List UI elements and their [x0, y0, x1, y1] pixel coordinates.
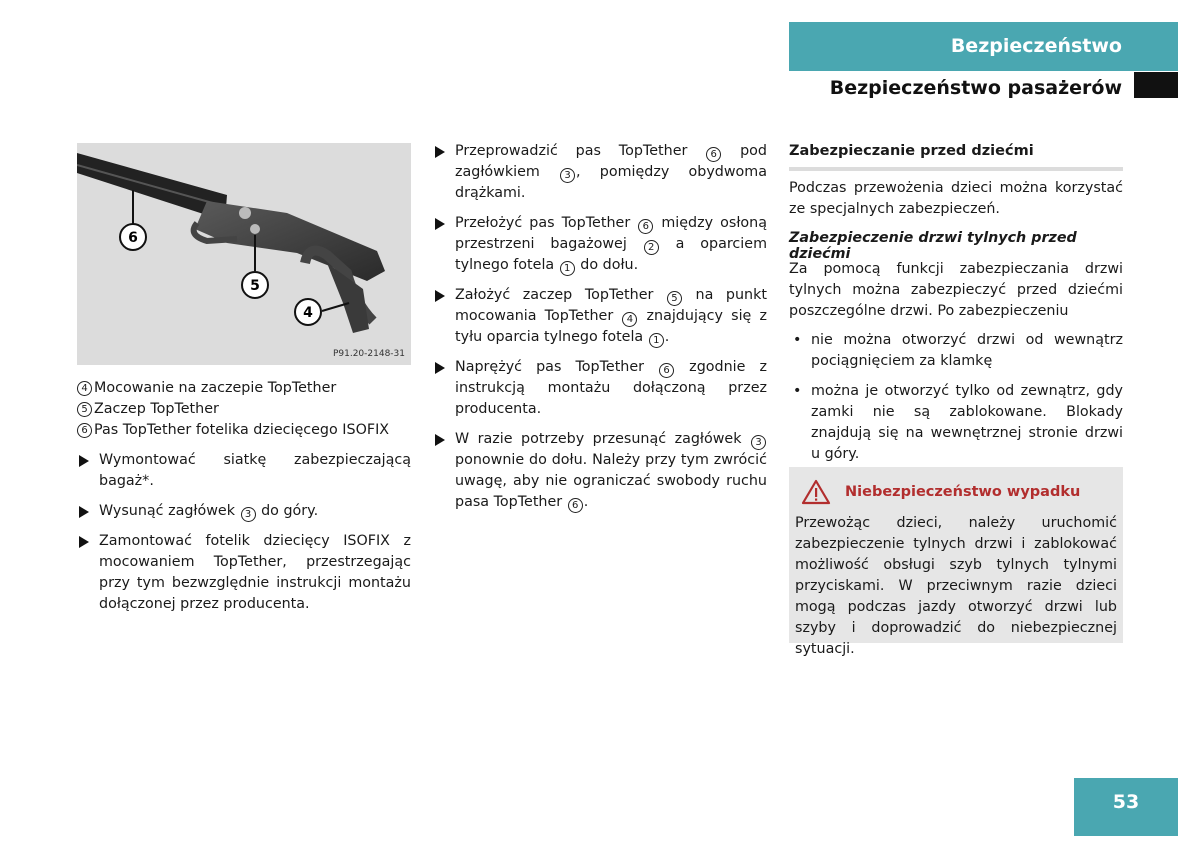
- step-text: Przeprowadzić pas TopTether 6 pod zagłówkiem 3 , pomiędzy obydwoma drążkami.: [455, 143, 767, 201]
- topTether-figure: [77, 143, 411, 365]
- legend-number: 4: [77, 381, 92, 396]
- bullet-symbol: •: [793, 383, 802, 399]
- step-arrow-icon: [435, 218, 445, 230]
- ref-number: 6: [638, 219, 653, 234]
- svg-text:5: 5: [250, 278, 260, 294]
- ref-number: 3: [751, 435, 766, 450]
- ref-number: 6: [568, 498, 583, 513]
- step-item: [77, 501, 411, 522]
- legend-number: 6: [77, 423, 92, 438]
- legend-text: Mocowanie na zaczepie TopTether: [94, 380, 337, 396]
- step-text: Przełożyć pas TopTether 6 między osłoną przestrzeni bagażowej 2 a oparciem tylnego fotela 1 do dołu.: [455, 215, 768, 274]
- warning-triangle-icon: [801, 479, 831, 505]
- step-item: [77, 450, 411, 492]
- step-item: [433, 357, 767, 420]
- ref-number: 5: [667, 291, 682, 306]
- section-title: Bezpieczeństwo: [950, 35, 1122, 57]
- warning-text: Przewożąc dzieci, należy uruchomić zabezpieczenie tylnych drzwi i zablokować możliwość obsługi szyb tylnych tylnymi przyciskami. W przeciwnym razie dzieci mogą podczas jazdy otworzyć drzwi lub szyby i doprowadzić do niebezpiecznej sytuacji.: [795, 515, 1117, 657]
- step-text: Naprężyć pas TopTether 6 zgodnie z instrukcją montażu dołączoną przez producenta.: [455, 359, 767, 417]
- step-text: Założyć zaczep TopTether 5 na punkt mocowania TopTether 4 znajdujący się z tyłu oparcia tylnego fotela 1 .: [455, 287, 767, 346]
- list-item: [789, 330, 1123, 372]
- page-number-box: [1074, 778, 1178, 836]
- step-arrow-icon: [435, 290, 445, 302]
- legend-item: [77, 399, 417, 420]
- step-item: [433, 285, 767, 348]
- rear-door-lock-bullets: [789, 330, 1123, 474]
- step-text: W razie potrzeby przesunąć zagłówek 3 ponownie do dołu. Należy przy tym zwrócić uwagę, aby nie ograniczać swobody ruchu pasa TopTether 6 .: [455, 431, 767, 511]
- step-item: [433, 141, 767, 204]
- ref-number: 6: [706, 147, 721, 162]
- bullet-symbol: •: [793, 332, 802, 348]
- step-arrow-icon: [79, 536, 89, 548]
- legend-item: [77, 420, 417, 441]
- ref-number: 1: [560, 261, 575, 276]
- legend-text: Zaczep TopTether: [94, 401, 219, 417]
- ref-number: 3: [560, 168, 575, 183]
- step-item: [433, 429, 767, 513]
- step-item: [77, 531, 411, 615]
- legend-number: 5: [77, 402, 92, 417]
- ref-number: 3: [241, 507, 256, 522]
- step-arrow-icon: [79, 506, 89, 518]
- ref-number: 4: [622, 312, 637, 327]
- steps-middle: [433, 141, 767, 522]
- bullet-text: można je otworzyć tylko od zewnątrz, gdy zamki nie są zablokowane. Blokady znajdują się na wewnętrznej stronie drzwi u góry.: [811, 383, 1123, 462]
- legend-text: Pas TopTether fotelika dziecięcego ISOFIX: [94, 422, 390, 438]
- svg-text:6: 6: [128, 230, 138, 246]
- warning-box: [789, 467, 1123, 657]
- ref-number: 2: [644, 240, 659, 255]
- step-text: Zamontować fotelik dziecięcy ISOFIX z mocowaniem TopTether, przestrzegając przy tym bezwzględnie instrukcji montażu dołączonej przez producenta.: [99, 533, 411, 612]
- child-safety-intro: Podczas przewożenia dzieci można korzystać ze specjalnych zabezpieczeń.: [789, 180, 1123, 217]
- step-item: [433, 213, 767, 276]
- subsection-marker: [1134, 72, 1178, 98]
- callout-5: [242, 272, 268, 298]
- figure-code: P91.20-2148-31: [332, 349, 405, 359]
- callout-4: [295, 299, 321, 325]
- step-arrow-icon: [435, 146, 445, 158]
- warning-title: Niebezpieczeństwo wypadku: [845, 484, 1081, 500]
- bullet-text: nie można otworzyć drzwi od wewnątrz pociągnięciem za klamkę: [811, 332, 1123, 369]
- ref-number: 6: [659, 363, 674, 378]
- rear-door-lock-text: Za pomocą funkcji zabezpieczania drzwi tylnych można zabezpieczyć przed dziećmi poszczególne drzwi. Po zabezpieczeniu: [789, 261, 1123, 319]
- step-arrow-icon: [435, 362, 445, 374]
- child-safety-heading: Zabezpieczanie przed dziećmi: [789, 143, 1123, 171]
- topTether-illustration: [77, 143, 411, 365]
- step-arrow-icon: [435, 434, 445, 446]
- svg-text:4: 4: [303, 305, 313, 321]
- legend-item: [77, 378, 417, 399]
- figure-legend: [77, 378, 417, 441]
- subsection-title: Bezpieczeństwo pasażerów: [829, 77, 1122, 99]
- ref-number: 1: [649, 333, 664, 348]
- step-text: Wymontować siatkę zabezpieczającą bagaż*.: [99, 452, 411, 489]
- callout-6: [120, 224, 146, 250]
- page-number: 53: [1112, 791, 1140, 813]
- rear-door-lock-subheading: Zabezpieczenie drzwi tylnych przed dziećmi: [789, 230, 1077, 262]
- step-arrow-icon: [79, 455, 89, 467]
- section-header-bar: [789, 22, 1178, 71]
- warning-header: [801, 479, 1117, 505]
- step-text: Wysunąć zagłówek 3 do góry.: [99, 503, 319, 520]
- list-item: [789, 381, 1123, 465]
- steps-left: [77, 450, 411, 624]
